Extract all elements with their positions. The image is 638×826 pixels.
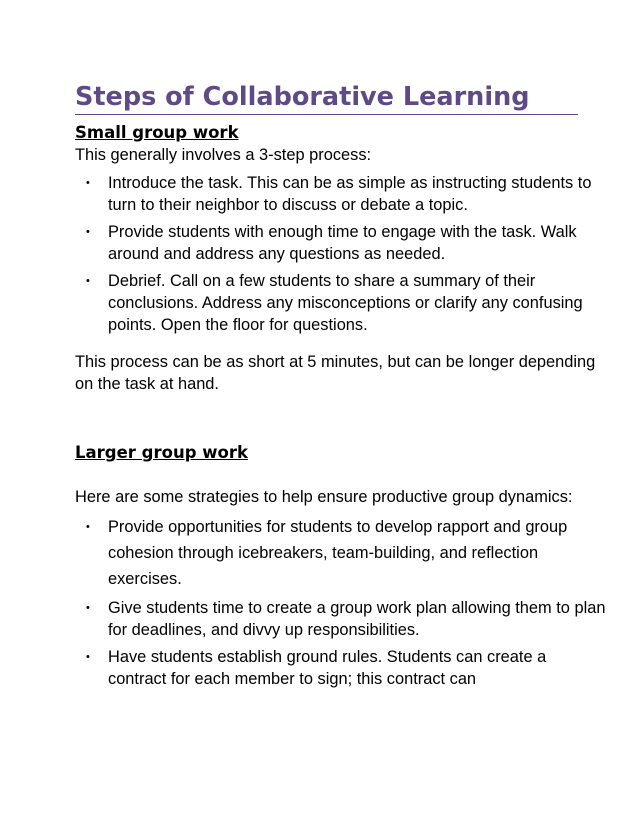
list-item: [75, 172, 608, 216]
small-group-heading: Small group work: [75, 123, 239, 142]
list-item: [75, 221, 608, 265]
step-text: Debrief. Call on a few students to share a summary of their conclusions. Address any misconceptions or clarify any confusing points. Open the floor for questions.: [108, 272, 583, 334]
strategy-text: Provide opportunities for students to develop rapport and group cohesion through icebreakers, team-building, and reflection exercises.: [108, 518, 568, 588]
list-item: [75, 646, 608, 690]
list-item: [75, 270, 608, 336]
bullet-icon: •: [86, 275, 90, 287]
document-title: Steps of Collaborative Learning: [75, 82, 578, 115]
duration-note: This process can be as short at 5 minutes, but can be longer depending on the task at hand.: [75, 353, 596, 393]
larger-group-heading: Larger group work: [75, 443, 248, 462]
bullet-icon: •: [86, 521, 90, 533]
bullet-icon: •: [86, 602, 90, 614]
list-item: [75, 514, 608, 592]
small-group-intro: This generally involves a 3-step process:: [75, 146, 372, 164]
larger-group-intro: Here are some strategies to help ensure productive group dynamics:: [75, 488, 573, 506]
strategy-text: Give students time to create a group work plan allowing them to plan for deadlines, and divvy up responsibilities.: [108, 599, 606, 639]
strategy-text: Have students establish ground rules. Students can create a contract for each member to sign; this contract can: [108, 648, 547, 688]
step-text: Provide students with enough time to engage with the task. Walk around and address any questions as needed.: [108, 223, 577, 263]
bullet-icon: •: [86, 226, 90, 238]
step-text: Introduce the task. This can be as simple as instructing students to turn to their neighbor to discuss or debate a topic.: [108, 174, 592, 214]
bullet-icon: •: [86, 177, 90, 189]
list-item: [75, 597, 608, 641]
strategy-list: [75, 514, 608, 690]
bullet-icon: •: [86, 651, 90, 663]
step-list: [75, 172, 608, 336]
